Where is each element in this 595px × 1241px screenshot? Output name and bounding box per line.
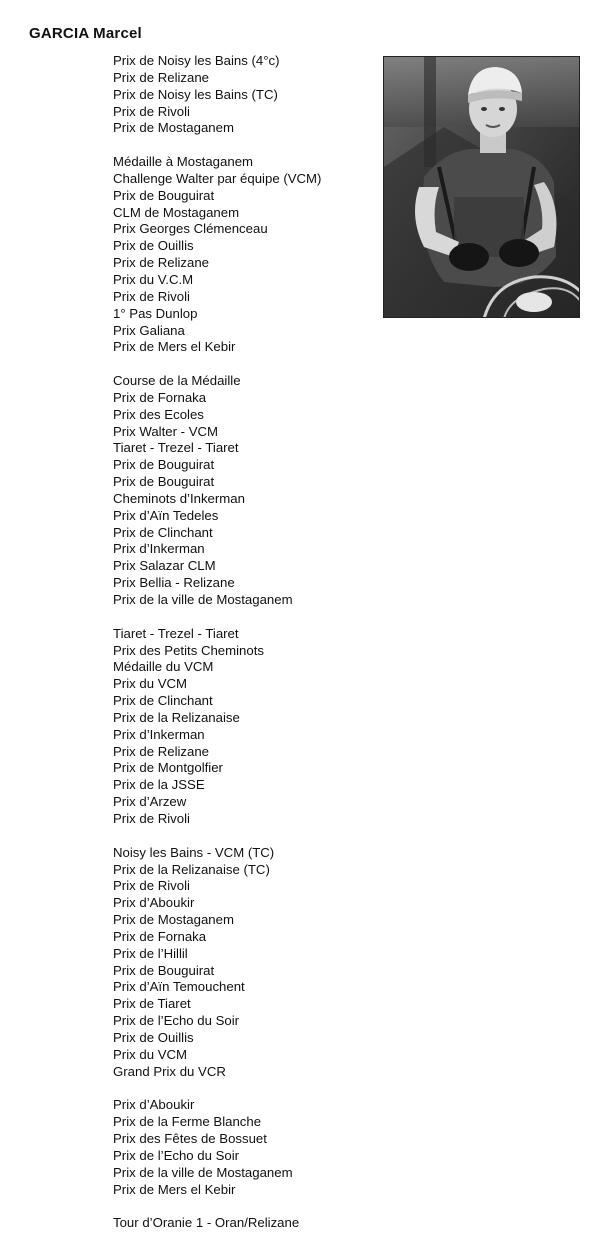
result-row xyxy=(0,626,380,643)
result-event: Prix du VCM xyxy=(113,676,188,692)
result-row xyxy=(0,87,380,104)
result-row xyxy=(0,525,380,542)
result-event: Prix d’Inkerman xyxy=(113,541,205,557)
result-event: Prix de Noisy les Bains (4°c) xyxy=(113,53,280,68)
result-row xyxy=(0,777,380,794)
result-row xyxy=(0,558,380,575)
result-event: Prix de la Relizanaise (TC) xyxy=(113,861,270,877)
result-event: Prix Walter - VCM xyxy=(113,423,219,439)
result-row xyxy=(0,440,380,457)
result-row xyxy=(0,491,380,508)
result-row xyxy=(0,845,380,862)
result-row xyxy=(0,508,380,525)
result-row xyxy=(0,339,380,356)
result-row xyxy=(0,946,380,963)
result-row xyxy=(0,659,380,676)
group-spacer xyxy=(0,1198,380,1215)
result-row xyxy=(0,1182,380,1199)
result-event: Prix de Mostaganem xyxy=(113,912,234,928)
result-event: Prix de Clinchant xyxy=(113,524,213,540)
result-row xyxy=(0,171,380,188)
result-event: Prix d’Inkerman xyxy=(113,726,205,742)
result-row xyxy=(0,1013,380,1030)
result-row xyxy=(0,424,380,441)
result-event: Médaille du VCM xyxy=(113,659,214,675)
result-event: Prix de Rivoli xyxy=(113,288,190,304)
result-row xyxy=(0,979,380,996)
result-event: Prix de Relizane xyxy=(113,255,210,271)
result-row xyxy=(0,289,380,306)
result-row xyxy=(0,272,380,289)
result-event: Prix de Bouguirat xyxy=(113,474,215,490)
result-row xyxy=(0,104,380,121)
result-row xyxy=(0,878,380,895)
result-event: Prix de Noisy les Bains (TC) xyxy=(113,86,278,102)
result-event: Prix de Mers el Kebir xyxy=(113,1181,236,1197)
result-event: Grand Prix du VCR xyxy=(113,1063,226,1079)
result-row xyxy=(0,710,380,727)
result-row xyxy=(0,996,380,1013)
result-row xyxy=(0,238,380,255)
result-event: Prix d’Aïn Temouchent xyxy=(113,979,245,995)
result-event: Prix de Rivoli xyxy=(113,810,190,826)
result-event: Médaille à Mostaganem xyxy=(113,154,254,170)
result-event: Prix des Fêtes de Bossuet xyxy=(113,1131,267,1146)
result-row xyxy=(0,407,380,424)
result-event: Prix de Rivoli xyxy=(113,878,190,894)
page-title: GARCIA Marcel xyxy=(29,25,142,42)
result-event: Prix de Bouguirat xyxy=(113,962,215,978)
result-event: Cheminots d’Inkerman xyxy=(113,490,245,506)
result-row xyxy=(0,120,380,137)
result-event: Prix de Ouillis xyxy=(113,238,194,254)
result-event: Prix de Fornaka xyxy=(113,389,207,405)
result-event: Prix de l’Hillil xyxy=(113,945,188,961)
result-event: Prix Bellia - Relizane xyxy=(113,575,235,591)
result-row xyxy=(0,676,380,693)
result-event: Prix de Clinchant xyxy=(113,693,213,709)
result-row xyxy=(0,794,380,811)
result-row xyxy=(0,811,380,828)
result-row xyxy=(0,963,380,980)
result-event: Prix des Petits Cheminots xyxy=(113,642,264,658)
result-event: Challenge Walter par équipe (VCM) xyxy=(113,170,322,186)
group-spacer xyxy=(0,828,380,845)
result-event: Prix d’Arzew xyxy=(113,794,187,810)
rider-photo xyxy=(383,56,580,318)
result-row xyxy=(0,53,380,70)
result-event: Prix de Mostaganem xyxy=(113,120,234,136)
group-spacer xyxy=(0,137,380,154)
result-event: Prix de la Ferme Blanche xyxy=(113,1114,262,1130)
result-row xyxy=(0,727,380,744)
result-event: Prix de Mers el Kebir xyxy=(113,339,236,355)
result-event: Prix d’Aboukir xyxy=(113,895,195,911)
result-row xyxy=(0,205,380,222)
result-row xyxy=(0,643,380,660)
result-event: Prix de l’Echo du Soir xyxy=(113,1147,240,1163)
result-row xyxy=(0,306,380,323)
result-event: Prix de la Relizanaise xyxy=(113,709,240,725)
result-event: Prix Georges Clémenceau xyxy=(113,221,268,237)
result-row xyxy=(0,1097,380,1114)
result-row xyxy=(0,575,380,592)
result-row xyxy=(0,70,380,87)
result-event: Prix de Tiaret xyxy=(113,996,191,1012)
result-event: Prix des Ecoles xyxy=(113,406,204,422)
result-row xyxy=(0,912,380,929)
result-event: Prix de Relizane xyxy=(113,69,210,85)
result-row xyxy=(0,323,380,340)
result-row xyxy=(0,1030,380,1047)
result-event: Prix de Montgolfier xyxy=(113,760,223,776)
result-event: Tiaret - Trezel - Tiaret xyxy=(113,440,239,456)
result-event: Prix de la ville de Mostaganem xyxy=(113,592,293,607)
result-event: Prix de Rivoli xyxy=(113,103,190,119)
result-row xyxy=(0,592,380,609)
result-row xyxy=(0,1064,380,1081)
result-event: Prix d’Aïn Tedeles xyxy=(113,507,219,523)
result-event: Prix de la ville de Mostaganem xyxy=(113,1164,293,1180)
group-spacer xyxy=(0,356,380,373)
result-row xyxy=(0,1215,380,1232)
result-row xyxy=(0,154,380,171)
result-event: Prix de Bouguirat xyxy=(113,187,215,203)
result-event: Prix d’Aboukir xyxy=(113,1097,195,1113)
result-row xyxy=(0,1047,380,1064)
result-row xyxy=(0,862,380,879)
group-spacer xyxy=(0,1080,380,1097)
result-row xyxy=(0,188,380,205)
result-event: Prix du VCM xyxy=(113,1046,188,1062)
result-row xyxy=(0,929,380,946)
result-row xyxy=(0,1114,380,1131)
result-row xyxy=(0,255,380,272)
result-row xyxy=(0,1165,380,1182)
result-row xyxy=(0,895,380,912)
result-event: Prix du V.C.M xyxy=(113,271,194,287)
result-row xyxy=(0,541,380,558)
result-row xyxy=(0,221,380,238)
result-row xyxy=(0,760,380,777)
result-event: Tour d’Oranie 1 - Oran/Relizane xyxy=(113,1215,300,1231)
result-row xyxy=(0,457,380,474)
result-event: Prix de Ouillis xyxy=(113,1029,194,1045)
result-row xyxy=(0,474,380,491)
result-event: Prix de Relizane xyxy=(113,743,210,759)
result-row xyxy=(0,1148,380,1165)
result-row xyxy=(0,693,380,710)
result-row xyxy=(0,373,380,390)
result-event: Course de la Médaille xyxy=(113,373,241,389)
results-list xyxy=(0,53,380,1232)
result-event: Tiaret - Trezel - Tiaret xyxy=(113,625,239,641)
result-event: Prix de Bouguirat xyxy=(113,457,215,473)
result-event: Prix Galiana xyxy=(113,322,185,338)
result-event: Noisy les Bains - VCM (TC) xyxy=(113,844,275,860)
result-event: Prix de Fornaka xyxy=(113,928,207,944)
result-row xyxy=(0,744,380,761)
result-row xyxy=(0,1131,380,1148)
result-event: Prix de l’Echo du Soir xyxy=(113,1013,240,1029)
result-event: Prix de la JSSE xyxy=(113,777,205,793)
result-event: Prix Salazar CLM xyxy=(113,558,216,574)
result-event: 1° Pas Dunlop xyxy=(113,305,198,321)
result-event: CLM de Mostaganem xyxy=(113,204,240,220)
result-row xyxy=(0,390,380,407)
group-spacer xyxy=(0,609,380,626)
